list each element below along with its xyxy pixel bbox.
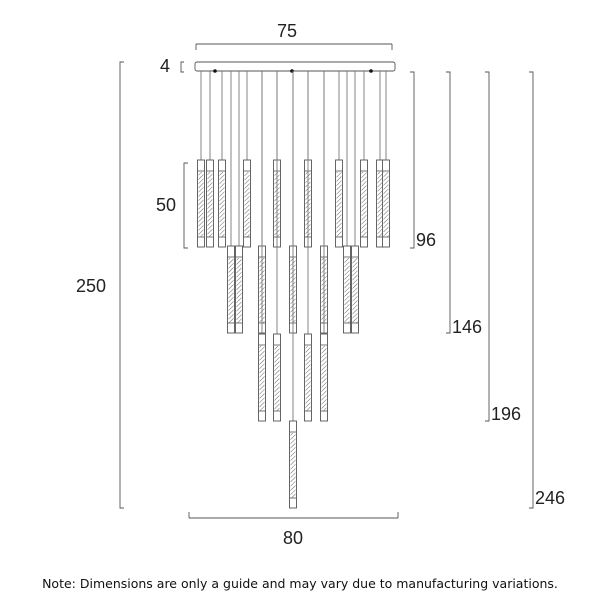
overall-height-dimension bbox=[76, 62, 124, 508]
top-width-dimension bbox=[196, 21, 392, 50]
knurled-texture bbox=[237, 258, 242, 323]
knurled-texture bbox=[362, 172, 367, 237]
knurled-texture bbox=[208, 172, 213, 237]
pendant-length-label: 50 bbox=[155, 195, 176, 215]
pendant-light bbox=[219, 71, 226, 247]
pendant-length-dimension bbox=[156, 163, 188, 248]
knurled-texture bbox=[378, 172, 383, 237]
pendant-light bbox=[383, 71, 390, 247]
bottom-width-dimension bbox=[189, 512, 398, 548]
drop-dimension-96 bbox=[410, 72, 436, 250]
pendant-light bbox=[344, 71, 351, 333]
knurled-texture bbox=[384, 172, 389, 237]
knurled-texture bbox=[322, 346, 327, 411]
knurled-texture bbox=[260, 346, 265, 411]
knurled-texture bbox=[220, 172, 225, 237]
canopy-height-dimension bbox=[160, 56, 184, 76]
knurled-texture bbox=[229, 258, 234, 323]
knurled-texture bbox=[291, 433, 296, 498]
knurled-texture bbox=[306, 346, 311, 411]
pendant-light bbox=[244, 71, 251, 247]
knurled-texture bbox=[345, 258, 350, 323]
drop-tier-1-label: 96 bbox=[416, 230, 437, 250]
canopy-height-label: 4 bbox=[159, 56, 170, 76]
drop-dimension-246 bbox=[529, 72, 565, 508]
drop-dimension-146 bbox=[446, 72, 482, 337]
knurled-texture bbox=[199, 172, 204, 237]
knurled-texture bbox=[245, 172, 250, 237]
drop-dimension-196 bbox=[485, 72, 521, 424]
pendant-light bbox=[352, 71, 359, 333]
pendant-light bbox=[336, 71, 343, 247]
pendant-group bbox=[198, 71, 390, 508]
drop-tier-2-label: 146 bbox=[452, 317, 483, 337]
knurled-texture bbox=[337, 172, 342, 237]
pendant-light bbox=[207, 71, 214, 247]
canopy bbox=[195, 62, 395, 73]
drop-tier-3-label: 196 bbox=[491, 404, 522, 424]
mount-screw-icon bbox=[369, 69, 373, 73]
drop-tier-4-label: 246 bbox=[535, 488, 566, 508]
overall-width-label: 80 bbox=[282, 528, 304, 548]
pendant-light bbox=[236, 71, 243, 333]
knurled-texture bbox=[275, 346, 280, 411]
pendant-light bbox=[228, 71, 235, 333]
mount-screw-icon bbox=[213, 69, 217, 73]
canopy-width-label: 75 bbox=[276, 21, 298, 41]
knurled-texture bbox=[353, 258, 358, 323]
disclaimer-note: Note: Dimensions are only a guide and may vary due to manufacturing variations. bbox=[42, 576, 558, 591]
pendant-light bbox=[361, 71, 368, 247]
overall-height-label: 250 bbox=[75, 276, 106, 296]
pendant-light bbox=[198, 71, 205, 247]
